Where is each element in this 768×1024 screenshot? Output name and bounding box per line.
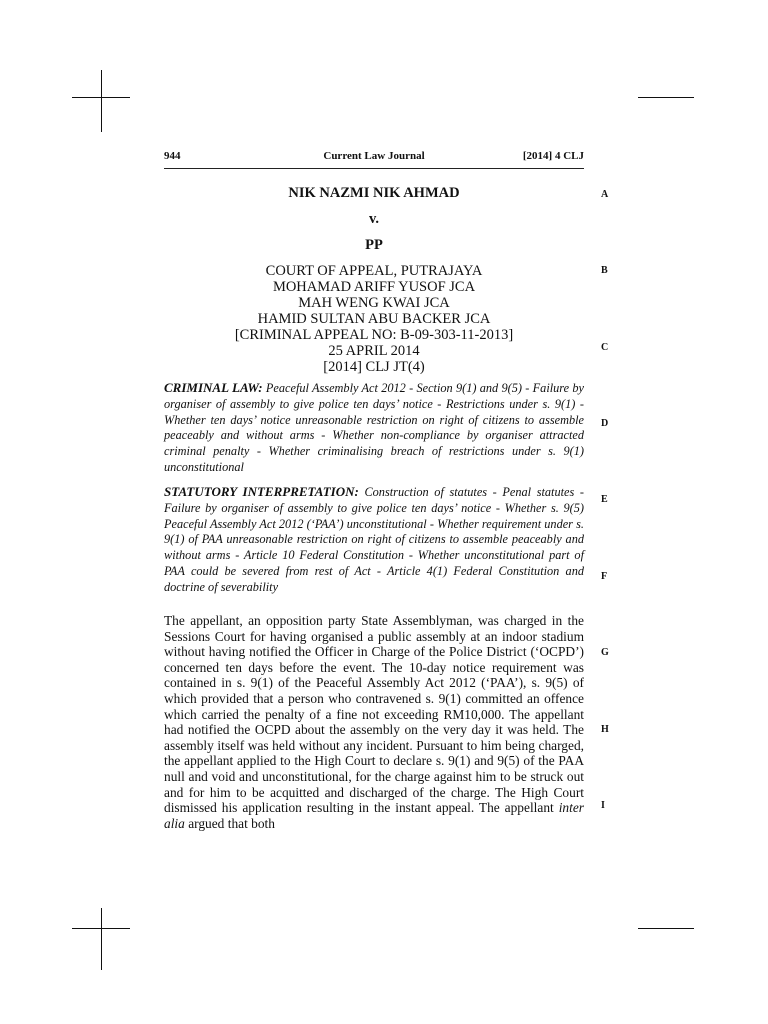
catchword-statutory-interpretation — [164, 484, 584, 596]
judge-1: MOHAMAD ARIFF YUSOF JCA — [272, 279, 476, 295]
margin-letter: F — [601, 571, 608, 582]
journal-title: Current Law Journal — [323, 150, 425, 162]
crop-mark — [72, 928, 130, 929]
paragraph-italic: inter alia — [164, 800, 584, 831]
header-rule — [164, 168, 584, 169]
catchword-text: Peaceful Assembly Act 2012 - Section 9(1) and 9(5) - Failure by organiser of assembly to give police ten days’ notice - Restrictions under s. 9(1) - Whether ten days’ notice unreasonable restriction on right of citizens to assemble peaceably and without arms - Whether non-compliance by organiser attracted criminal penalty - Whether criminalising breach of restrictions under s. 9(1) unconstitutional — [164, 381, 584, 474]
catchword-heading: STATUTORY INTERPRETATION: — [164, 484, 359, 499]
crop-mark — [101, 908, 102, 970]
headnote-paragraph — [164, 613, 584, 831]
paragraph-text-end: argued that both — [184, 815, 275, 831]
running-head — [164, 150, 584, 168]
paragraph-text: The appellant, an opposition party State Assemblyman, was charged in the Sessions Court for having organised a public assembly at an indoor stadium without having notified the Officer in Charge of the Police District (‘OCPD’) concerned ten days before the event. The 10-day notice requirement was contained in s. 9(1) of the Peaceful Assembly Act 2012 (‘PAA’), s. 9(5) of which provided that a person who contravened s. 9(1) committed an offence which carried the penalty of a fine not exceeding RM10,000. The appellant had notified the OCPD about the assembly on the very day it was held. The assembly itself was held without any incident. Pursuant to him being charged, the appellant applied to the High Court to declare s. 9(1) and 9(5) of the PAA null and void and unconstitutional, for the charge against him to be struck out and for him to be acquitted and discharged of the charge. The High Court dismissed his application resulting in the instant appeal. The appellant — [164, 613, 584, 816]
crop-mark — [638, 97, 694, 98]
court-name: COURT OF APPEAL, PUTRAJAYA — [265, 263, 483, 279]
catchword-criminal-law — [164, 380, 584, 476]
versus: v. — [368, 211, 380, 227]
margin-letter: B — [601, 265, 608, 276]
judge-3: HAMID SULTAN ABU BACKER JCA — [257, 311, 491, 327]
appellant-name: NIK NAZMI NIK AHMAD — [288, 185, 460, 201]
appeal-number: [CRIMINAL APPEAL NO: B-09-303-11-2013] — [234, 327, 514, 343]
judge-2: MAH WENG KWAI JCA — [298, 295, 450, 311]
crop-mark — [72, 97, 130, 98]
page-number: 944 — [164, 150, 181, 162]
margin-letter: G — [601, 647, 609, 658]
decision-date: 25 APRIL 2014 — [328, 343, 420, 359]
report-citation: [2014] CLJ JT(4) — [323, 359, 425, 375]
margin-letter: H — [601, 724, 609, 735]
catchword-text: Construction of statutes - Penal statutes - Failure by organiser of assembly to give police ten days’ notice - Whether s. 9(5) Peaceful Assembly Act 2012 (‘PAA’) unconstitutional - Whether requirement under s. 9(1) of PAA unreasonable restriction on right of citizens to assemble peaceably and without arms - Article 10 Federal Constitution - Whether unconstitutional part of PAA could be severed from rest of Act - Article 4(1) Federal Constitution and doctrine of severability — [164, 485, 584, 594]
margin-letter: C — [601, 342, 609, 353]
crop-mark — [101, 70, 102, 132]
margin-letter: A — [601, 189, 609, 200]
margin-letter: E — [601, 494, 608, 505]
margin-letter: I — [601, 800, 605, 811]
journal-citation: [2014] 4 CLJ — [522, 150, 584, 162]
margin-letter: D — [601, 418, 609, 429]
respondent-name: PP — [365, 237, 383, 253]
catchword-heading: CRIMINAL LAW: — [164, 380, 263, 395]
crop-mark — [638, 928, 694, 929]
